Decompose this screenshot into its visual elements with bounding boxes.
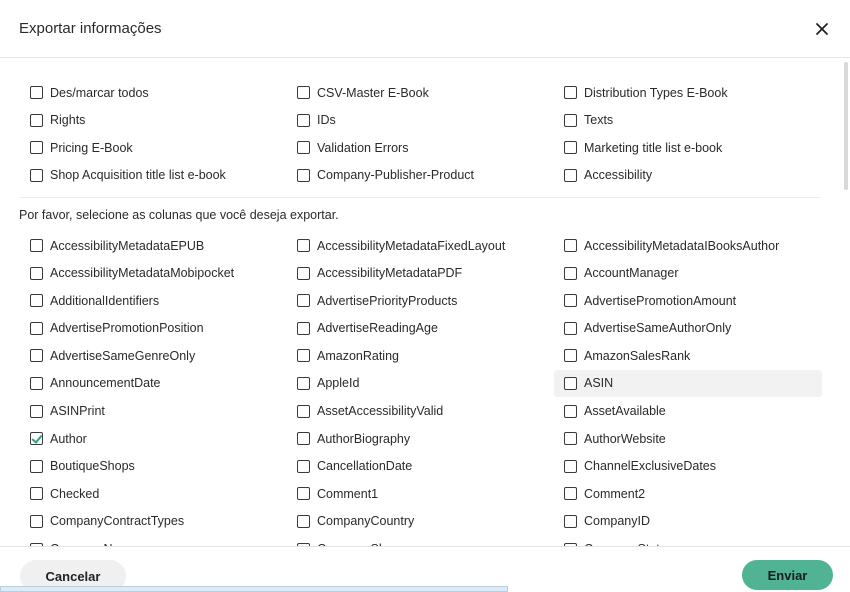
checkbox[interactable]	[297, 405, 310, 418]
checkbox[interactable]	[564, 294, 577, 307]
column-option-label: AdditionalIdentifiers	[50, 293, 160, 308]
checkbox[interactable]	[297, 114, 310, 127]
preset-option[interactable]	[554, 107, 822, 134]
checkbox[interactable]	[30, 114, 43, 127]
checkbox[interactable]	[297, 432, 310, 445]
column-option-label: AccessibilityMetadataEPUB	[50, 238, 205, 253]
column-option-label: AccountManager	[584, 266, 679, 281]
column-option[interactable]	[287, 425, 555, 452]
column-option-label: AdvertiseSameGenreOnly	[50, 348, 196, 363]
column-option-label: AmazonSalesRank	[584, 348, 691, 363]
checkbox[interactable]	[564, 405, 577, 418]
column-option[interactable]	[20, 260, 288, 287]
column-option[interactable]	[554, 425, 822, 452]
preset-option[interactable]	[287, 134, 555, 161]
column-row	[0, 480, 850, 508]
column-option[interactable]	[287, 342, 555, 369]
checkbox[interactable]	[30, 377, 43, 390]
preset-option-label: Texts	[584, 113, 614, 128]
column-option[interactable]	[20, 315, 288, 342]
column-row	[0, 425, 850, 453]
instructions-text: Por favor, selecione as colunas que você deseja exportar.	[19, 208, 339, 222]
column-row	[0, 508, 850, 536]
send-button[interactable]: Enviar	[742, 560, 833, 590]
preset-option-label: Validation Errors	[317, 140, 409, 155]
column-row	[0, 287, 850, 315]
checkbox[interactable]	[564, 141, 577, 154]
column-row	[0, 260, 850, 288]
column-option-label: AmazonRating	[317, 348, 399, 363]
column-option[interactable]	[287, 260, 555, 287]
checkbox[interactable]	[297, 460, 310, 473]
column-option[interactable]	[287, 232, 555, 259]
column-option[interactable]	[287, 480, 555, 507]
column-option-label: AppleId	[317, 376, 360, 391]
checkbox[interactable]	[30, 294, 43, 307]
checkbox[interactable]	[30, 267, 43, 280]
preset-option[interactable]	[554, 79, 822, 106]
status-bar	[0, 586, 508, 592]
column-option[interactable]	[554, 398, 822, 425]
column-option[interactable]	[554, 315, 822, 342]
checkbox[interactable]	[30, 405, 43, 418]
checkbox[interactable]	[297, 86, 310, 99]
preset-list	[0, 79, 850, 189]
column-option-label: BoutiqueShops	[50, 459, 135, 474]
column-option-label: AccessibilityMetadataIBooksAuthor	[584, 238, 780, 253]
preset-option-label: Shop Acquisition title list e-book	[50, 168, 226, 183]
column-option[interactable]	[20, 370, 288, 397]
export-options-panel[interactable]	[0, 58, 850, 546]
checkbox[interactable]	[564, 267, 577, 280]
column-option-label: CompanyContractTypes	[50, 514, 185, 529]
column-option-label: AssetAccessibilityValid	[317, 404, 444, 419]
column-option-label: ASIN	[584, 376, 614, 391]
preset-option[interactable]	[287, 162, 555, 189]
checkbox[interactable]	[297, 141, 310, 154]
preset-option-label: Des/marcar todos	[50, 85, 149, 100]
column-option-label: Author	[50, 431, 87, 446]
checkbox[interactable]	[297, 322, 310, 335]
column-option-label: AssetAvailable	[584, 404, 666, 419]
preset-option[interactable]	[20, 79, 288, 106]
checkbox[interactable]	[30, 169, 43, 182]
column-option[interactable]	[287, 508, 555, 535]
column-option-label: ChannelExclusiveDates	[584, 459, 717, 474]
column-option[interactable]	[20, 287, 288, 314]
column-option[interactable]	[554, 342, 822, 369]
checkbox[interactable]	[297, 294, 310, 307]
column-option-label: AnnouncementDate	[50, 376, 161, 391]
checkbox[interactable]	[564, 86, 577, 99]
preset-option[interactable]	[554, 134, 822, 161]
column-option-label: CompanyID	[584, 514, 650, 529]
column-row	[0, 232, 850, 260]
preset-option[interactable]	[20, 162, 288, 189]
column-option-label: CancellationDate	[317, 459, 413, 474]
checkbox[interactable]	[564, 487, 577, 500]
checkbox[interactable]	[564, 349, 577, 362]
close-button[interactable]	[812, 19, 832, 39]
preset-option-label: Distribution Types E-Book	[584, 85, 728, 100]
preset-option-label: CSV-Master E-Book	[317, 85, 429, 100]
column-row	[0, 453, 850, 481]
preset-option-label: IDs	[317, 113, 336, 128]
checkbox[interactable]	[30, 487, 43, 500]
column-option-label: AdvertisePromotionPosition	[50, 321, 204, 336]
column-option-label: AdvertisePriorityProducts	[317, 293, 458, 308]
checkbox[interactable]	[297, 377, 310, 390]
column-option[interactable]	[554, 508, 822, 535]
checkbox[interactable]	[564, 169, 577, 182]
preset-option[interactable]	[20, 107, 288, 134]
column-option[interactable]	[287, 287, 555, 314]
column-option[interactable]	[287, 315, 555, 342]
column-option[interactable]	[20, 453, 288, 480]
checkbox[interactable]	[564, 239, 577, 252]
checkbox[interactable]	[297, 169, 310, 182]
column-option-label: AccessibilityMetadataFixedLayout	[317, 238, 506, 253]
checkbox[interactable]	[564, 322, 577, 335]
column-option[interactable]	[287, 370, 555, 397]
modal-header	[0, 0, 850, 58]
checkbox[interactable]	[297, 349, 310, 362]
preset-option-label: Marketing title list e-book	[584, 140, 723, 155]
checkbox[interactable]	[30, 515, 43, 528]
column-option-label: AdvertisePromotionAmount	[584, 293, 737, 308]
column-option-label: AdvertiseReadingAge	[317, 321, 438, 336]
column-option[interactable]	[554, 260, 822, 287]
preset-row	[0, 162, 850, 190]
column-option[interactable]	[287, 398, 555, 425]
checkbox[interactable]	[564, 515, 577, 528]
checkbox[interactable]	[564, 114, 577, 127]
checkbox[interactable]	[30, 349, 43, 362]
preset-option-label: Pricing E-Book	[50, 140, 133, 155]
column-option[interactable]	[554, 370, 822, 397]
column-option[interactable]	[554, 453, 822, 480]
divider	[19, 197, 821, 198]
column-option-label: Comment1	[317, 486, 379, 501]
checkbox[interactable]	[297, 487, 310, 500]
preset-option[interactable]	[287, 107, 555, 134]
column-option-label: CompanyCountry	[317, 514, 415, 529]
column-option-label: AdvertiseSameAuthorOnly	[584, 321, 732, 336]
preset-option-label: Company-Publisher-Product	[317, 168, 475, 183]
column-option[interactable]	[554, 287, 822, 314]
column-option[interactable]	[20, 232, 288, 259]
column-option-label: Checked	[50, 486, 100, 501]
checkbox[interactable]	[564, 460, 577, 473]
preset-option[interactable]	[20, 134, 288, 161]
column-option[interactable]	[287, 453, 555, 480]
column-option[interactable]	[20, 342, 288, 369]
column-option[interactable]	[20, 425, 288, 452]
checkbox[interactable]	[30, 322, 43, 335]
checkbox[interactable]	[297, 267, 310, 280]
column-option[interactable]	[20, 480, 288, 507]
column-option-label: AuthorBiography	[317, 431, 411, 446]
checkbox[interactable]	[30, 141, 43, 154]
column-option[interactable]	[554, 480, 822, 507]
column-option-label: ASINPrint	[50, 404, 105, 419]
column-row	[0, 342, 850, 370]
column-option-label: AuthorWebsite	[584, 431, 666, 446]
checkbox[interactable]	[297, 239, 310, 252]
preset-option[interactable]	[287, 79, 555, 106]
column-list	[0, 232, 850, 563]
column-row	[0, 398, 850, 426]
preset-row	[0, 79, 850, 107]
checkbox[interactable]	[564, 377, 577, 390]
preset-option-label: Accessibility	[584, 168, 653, 183]
column-option-label: AccessibilityMetadataMobipocket	[50, 266, 235, 281]
preset-option-label: Rights	[50, 113, 86, 128]
column-option[interactable]	[20, 398, 288, 425]
close-icon	[812, 19, 832, 39]
preset-row	[0, 134, 850, 162]
checkbox[interactable]	[30, 86, 43, 99]
column-option-label: Comment2	[584, 486, 646, 501]
preset-row	[0, 107, 850, 135]
column-row	[0, 315, 850, 343]
preset-option[interactable]	[554, 162, 822, 189]
checkbox[interactable]	[30, 460, 43, 473]
cancel-button[interactable]: Cancelar	[20, 560, 126, 592]
column-row	[0, 370, 850, 398]
checkbox-checked[interactable]	[30, 432, 43, 445]
checkbox[interactable]	[297, 515, 310, 528]
checkbox[interactable]	[564, 432, 577, 445]
column-option-label: AccessibilityMetadataPDF	[317, 266, 463, 281]
column-option[interactable]	[20, 508, 288, 535]
checkbox[interactable]	[30, 239, 43, 252]
modal-title: Exportar informações	[19, 20, 162, 37]
column-option[interactable]	[554, 232, 822, 259]
